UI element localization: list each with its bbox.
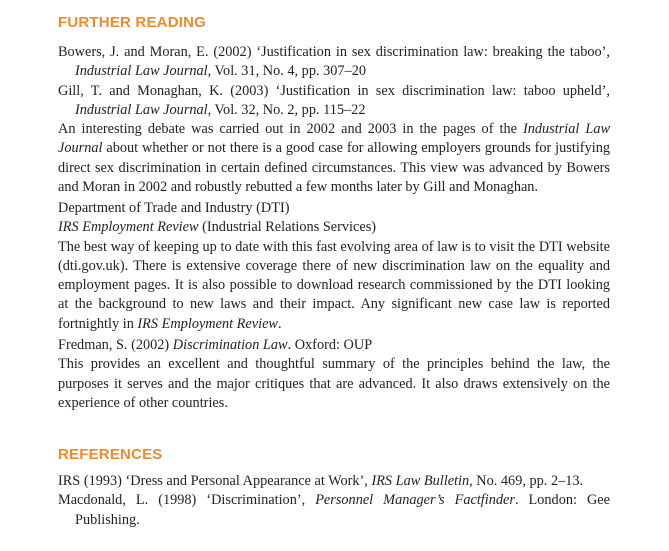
- book-title: Personnel Manager’s Factfinder: [315, 492, 515, 509]
- ref-text: IRS (1993) ‘Dress and Personal Appearance at Work’,: [58, 473, 372, 489]
- references-heading: REFERENCES: [58, 446, 163, 463]
- note-text: .: [277, 315, 282, 332]
- journal-title: IRS Employment Review: [58, 219, 199, 236]
- reference-irs-1993: [58, 472, 610, 491]
- annotation-fredman: This provides an excellent and thoughtful summary of the principles behind the law, the purposes it serves and the major critiques that are advanced. It also draws extensively on the experience of other countries.: [58, 356, 610, 411]
- reference-gill: [58, 82, 610, 121]
- ref-text: (Industrial Relations Services): [198, 219, 377, 236]
- ref-text: Bowers, J. and Moran, E. (2002) ‘Justification in sex discrimination law: breaking the taboo’,: [58, 44, 610, 60]
- journal-title: Industrial Law Journal: [58, 121, 610, 157]
- ref-text: . Oxford: OUP: [287, 337, 373, 353]
- further-reading-block-ilj: [58, 43, 610, 197]
- reference-dti: Department of Trade and Industry (DTI): [58, 200, 290, 216]
- note-text: The best way of keeping up to date with this fast evolving area of law is to visit the DTI website (dti.gov.uk). There is extensive coverage there of new discrimination law on the equality and employment pages. It is also possible to download research commissioned by the DTI looking at the background to new laws and their impact. Any significant new case law is reported fortnightly in: [58, 238, 610, 332]
- note-text: An interesting debate was carried out in 2002 and 2003 in the pages of the: [58, 121, 523, 138]
- ref-text: . London: Gee Publishing.: [75, 492, 610, 528]
- ref-text: , Vol. 31, No. 4, pp. 307–20: [207, 63, 367, 80]
- further-reading-block-fredman: [58, 336, 610, 413]
- reference-fredman: [58, 336, 610, 355]
- reference-bowers: [58, 43, 610, 82]
- ref-text: Macdonald, L. (1998) ‘Discrimination’,: [58, 492, 316, 509]
- references-block: [58, 472, 610, 530]
- journal-title: Industrial Law Journal: [75, 101, 208, 118]
- journal-title: Industrial Law Journal: [75, 63, 208, 80]
- book-title: Discrimination Law: [172, 337, 288, 353]
- journal-title: IRS Law Bulletin: [371, 473, 470, 489]
- ref-text: , No. 469, pp. 2–13.: [469, 473, 584, 489]
- note-text: about whether or not there is a good case for allowing employers grounds for justifying direct sex discrimination in certain defined circumstances. This view was advanced by Bowers and Moran in 2002 and robustly rebutted a few months later by Gill and Monaghan.: [58, 140, 610, 196]
- annotation-debate: [58, 120, 610, 197]
- journal-title: IRS Employment Review: [137, 315, 278, 332]
- ref-text: Gill, T. and Monaghan, K. (2003) ‘Justification in sex discrimination law: taboo upheld’,: [58, 82, 610, 99]
- reference-macdonald-1998: [58, 491, 610, 530]
- further-reading-block-dti: [58, 199, 610, 334]
- annotation-dti: [58, 238, 610, 334]
- ref-text: Fredman, S. (2002): [58, 337, 173, 353]
- ref-text: , Vol. 32, No. 2, pp. 115–22: [207, 101, 366, 118]
- further-reading-heading: FURTHER READING: [58, 14, 206, 31]
- reference-irs-review: [58, 218, 610, 237]
